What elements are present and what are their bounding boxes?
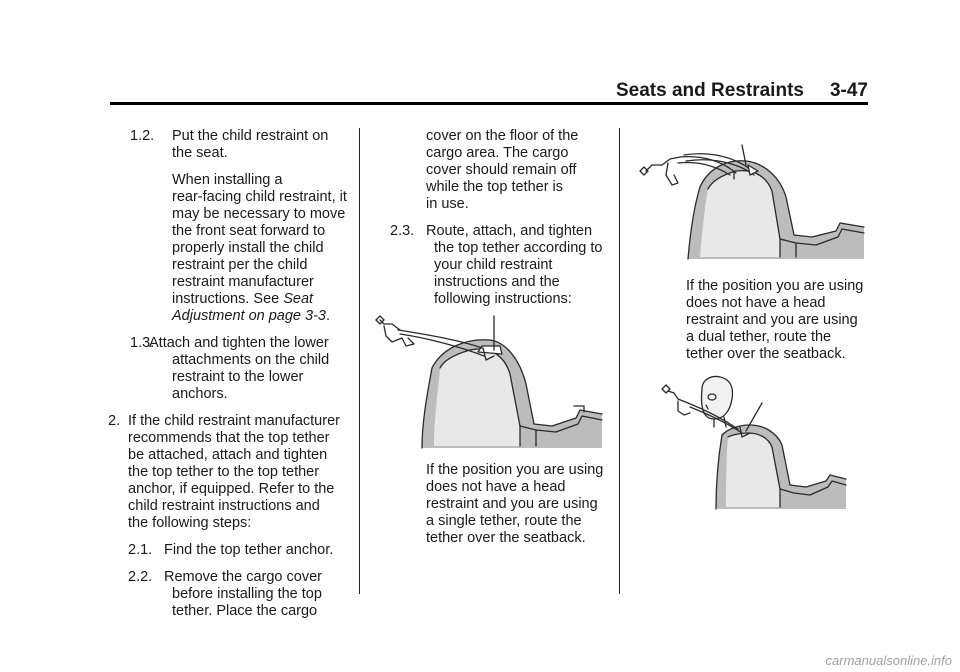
text-line: attachments on the child xyxy=(172,352,330,368)
column-divider-1 xyxy=(359,128,360,594)
text-line: recommends that the top tether xyxy=(128,430,330,446)
page-number: 3-47 xyxy=(829,80,868,101)
text-line: Find the top tether anchor. xyxy=(164,542,334,558)
single-tether-illustration xyxy=(370,310,608,450)
text-line: tether over the seatback. xyxy=(426,530,586,546)
step-number: 2.2. xyxy=(128,569,153,585)
text-line: instructions and the xyxy=(434,274,560,290)
step-1-3 xyxy=(108,335,356,403)
text-line: rear-facing child restraint, it xyxy=(172,189,347,205)
text-line: cover should remain off xyxy=(426,162,577,178)
text-line: cover on the floor of the xyxy=(426,128,579,144)
step-2-2-continued xyxy=(370,128,615,213)
cross-reference[interactable]: Seat xyxy=(283,291,314,307)
step-2-3 xyxy=(370,223,615,308)
text-line: the top tether according to xyxy=(434,240,603,256)
text-line: the seat. xyxy=(172,145,228,161)
text-line: does not have a head xyxy=(686,295,826,311)
text-line: does not have a head xyxy=(426,479,566,495)
text-line: a single tether, route the xyxy=(426,513,582,529)
step-number: 2.1. xyxy=(128,542,153,558)
text-line: restraint and you are using xyxy=(426,496,598,512)
head-restraint-tether-illustration xyxy=(650,375,850,515)
text-line: tether. Place the cargo xyxy=(172,603,318,619)
step-2-1 xyxy=(108,542,356,559)
text-line: Route, attach, and tighten xyxy=(426,223,593,239)
text-line: the top tether to the top tether xyxy=(128,464,320,480)
text-line: tether over the seatback. xyxy=(686,346,846,362)
text-line: may be necessary to move xyxy=(172,206,346,222)
text-line: be attached, attach and tighten xyxy=(128,447,328,463)
text-line: cargo area. The cargo xyxy=(426,145,569,161)
text-line: If the position you are using xyxy=(686,278,864,294)
column-1 xyxy=(108,128,356,627)
punct: . xyxy=(325,308,330,324)
dual-tether-caption xyxy=(686,278,866,363)
text-line: the following steps: xyxy=(128,515,252,531)
step-number: 2. xyxy=(108,413,121,429)
text-line: restraint manufacturer xyxy=(172,274,314,290)
step-1-2-note xyxy=(108,172,356,325)
column-divider-2 xyxy=(619,128,620,594)
section-title: Seats and Restraints xyxy=(616,80,804,101)
dual-tether-illustration xyxy=(630,135,866,261)
text-line: before installing the top xyxy=(172,586,322,602)
step-number: 1.2. xyxy=(130,128,155,144)
cross-reference[interactable]: Adjustment on page 3-3 xyxy=(172,308,326,324)
text-line: child restraint instructions and xyxy=(128,498,320,514)
step-number: 1.3. xyxy=(130,335,155,351)
text-line: restraint and you are using xyxy=(686,312,858,328)
text-line: properly install the child xyxy=(172,240,324,256)
step-2 xyxy=(108,413,356,532)
text-line: restraint to the lower xyxy=(172,369,304,385)
text-line: instructions. See xyxy=(172,291,284,307)
text-line: Attach and tighten the lower xyxy=(149,335,329,351)
text-line: a dual tether, route the xyxy=(686,329,832,345)
running-header xyxy=(110,78,868,104)
text-line: following instructions: xyxy=(434,291,572,307)
text-line: anchors. xyxy=(172,386,228,402)
text-line: If the position you are using xyxy=(426,462,604,478)
header-rule xyxy=(110,102,868,105)
text-line: When installing a xyxy=(172,172,283,188)
text-line: while the top tether is xyxy=(426,179,564,195)
step-number: 2.3. xyxy=(390,223,415,239)
step-2-2 xyxy=(108,569,356,620)
column-2 xyxy=(370,128,615,315)
text-line: your child restraint xyxy=(434,257,553,273)
watermark: carmanualsonline.info xyxy=(825,653,952,668)
text-line: If the child restraint manufacturer xyxy=(128,413,340,429)
step-1-2 xyxy=(108,128,356,162)
text-line: anchor, if equipped. Refer to the xyxy=(128,481,335,497)
text-line: restraint per the child xyxy=(172,257,308,273)
text-line: Remove the cargo cover xyxy=(164,569,322,585)
text-line: Put the child restraint on xyxy=(172,128,329,144)
text-line: the front seat forward to xyxy=(172,223,326,239)
single-tether-caption xyxy=(426,462,616,547)
text-line: in use. xyxy=(426,196,469,212)
